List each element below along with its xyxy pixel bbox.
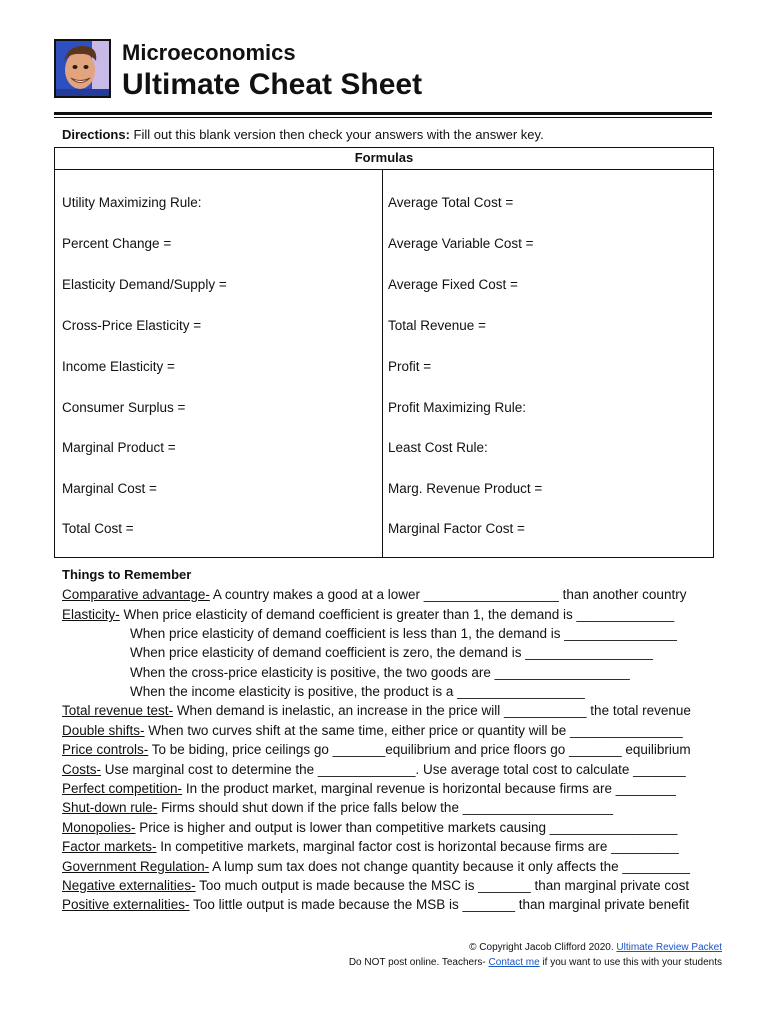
directions-label: Directions: — [62, 127, 130, 142]
formula-left: Elasticity Demand/Supply = — [62, 277, 227, 292]
formula-right: Average Variable Cost = — [388, 236, 534, 251]
formula-left: Total Cost = — [62, 521, 134, 536]
remember-label: Costs- — [62, 762, 102, 777]
copyright-text: © Copyright Jacob Clifford 2020. — [469, 942, 617, 953]
remember-text: When the cross-price elasticity is positive, the two goods are __________________ — [130, 665, 630, 680]
remember-line — [130, 626, 677, 641]
header-subtitle: Microeconomics — [122, 40, 296, 65]
remember-label: Elasticity- — [62, 607, 120, 622]
formula-left: Percent Change = — [62, 236, 172, 251]
remember-text: A country makes a good at a lower __________________ than another country — [209, 587, 687, 602]
remember-label: Comparative advantage- — [62, 587, 210, 602]
remember-text: Too much output is made because the MSC is _______ than marginal private cost — [195, 878, 690, 893]
formula-right: Marginal Factor Cost = — [388, 521, 525, 536]
formula-right: Total Revenue = — [388, 318, 486, 333]
remember-label: Negative externalities- — [62, 878, 196, 893]
author-photo-illustration — [56, 41, 109, 96]
remember-label: Total revenue test- — [62, 703, 174, 718]
remember-line — [62, 703, 691, 718]
formulas-table — [54, 147, 714, 558]
header-rule-thin — [54, 117, 712, 118]
formula-right: Profit Maximizing Rule: — [388, 400, 527, 415]
footer-copyright — [469, 942, 722, 953]
remember-line — [62, 897, 689, 912]
packet-link[interactable]: Ultimate Review Packet — [616, 942, 722, 953]
remember-label: Perfect competition- — [62, 781, 183, 796]
remember-line — [62, 859, 690, 874]
remember-line — [62, 839, 679, 854]
remember-text: Use marginal cost to determine the _____________. Use average total cost to calculate _______ — [101, 762, 686, 777]
footer-notice — [349, 957, 722, 968]
formula-left: Cross-Price Elasticity = — [62, 318, 202, 333]
remember-text: Price is higher and output is lower than competitive markets causing _________________ — [135, 820, 678, 835]
remember-line — [62, 878, 689, 893]
remember-label: Monopolies- — [62, 820, 136, 835]
remember-text: In the product market, marginal revenue is horizontal because firms are ________ — [182, 781, 676, 796]
remember-line — [62, 723, 683, 738]
remember-text: When demand is inelastic, an increase in the price will ___________ the total revenue — [173, 703, 691, 718]
remember-line — [130, 645, 653, 660]
remember-label: Shut-down rule- — [62, 800, 158, 815]
remember-line — [130, 684, 585, 699]
formulas-heading: Formulas — [55, 148, 713, 170]
remember-label: Positive externalities- — [62, 897, 190, 912]
remember-label: Factor markets- — [62, 839, 157, 854]
notice-text-end: if you want to use this with your students — [539, 957, 722, 968]
remember-line — [62, 607, 674, 622]
remember-line — [62, 800, 613, 815]
formula-right: Profit = — [388, 359, 432, 374]
formula-right: Average Fixed Cost = — [388, 277, 518, 292]
formulas-column-divider — [382, 169, 383, 557]
remember-text: In competitive markets, marginal factor cost is horizontal because firms are _________ — [156, 839, 679, 854]
remember-line — [62, 762, 686, 777]
formula-right: Average Total Cost = — [388, 195, 514, 210]
remember-text: When the income elasticity is positive, the product is a _________________ — [130, 684, 585, 699]
directions-text: Fill out this blank version then check your answers with the answer key. — [129, 127, 544, 142]
formula-left: Marginal Product = — [62, 440, 176, 455]
header-rule-thick — [54, 112, 712, 115]
contact-link[interactable]: Contact me — [488, 957, 540, 968]
remember-text: When price elasticity of demand coefficient is greater than 1, the demand is _____________ — [119, 607, 675, 622]
remember-text: A lump sum tax does not change quantity because it only affects the _________ — [209, 859, 690, 874]
page-title: Ultimate Cheat Sheet — [122, 68, 423, 101]
formula-left: Consumer Surplus = — [62, 400, 186, 415]
notice-text: Do NOT post online. Teachers- — [348, 957, 489, 968]
formula-left: Income Elasticity = — [62, 359, 175, 374]
remember-label: Double shifts- — [62, 723, 145, 738]
remember-text: When two curves shift at the same time, either price or quantity will be _______________ — [144, 723, 683, 738]
remember-text: Too little output is made because the MSB is _______ than marginal private benefit — [189, 897, 690, 912]
remember-line — [62, 781, 676, 796]
formula-right: Marg. Revenue Product = — [388, 481, 543, 496]
remember-text: When price elasticity of demand coefficient is zero, the demand is _________________ — [130, 645, 653, 660]
formula-right: Least Cost Rule: — [388, 440, 488, 455]
remember-text: Firms should shut down if the price falls below the ____________________ — [157, 800, 613, 815]
author-photo — [54, 39, 111, 98]
remember-line — [62, 820, 677, 835]
remember-line — [62, 742, 691, 757]
formula-left: Marginal Cost = — [62, 481, 157, 496]
directions — [62, 127, 544, 142]
remember-line — [130, 665, 630, 680]
remember-text: When price elasticity of demand coefficient is less than 1, the demand is _______________ — [130, 626, 677, 641]
things-heading: Things to Remember — [62, 567, 192, 582]
remember-text: To be biding, price ceilings go _______equilibrium and price floors go _______ equilibrium — [148, 742, 691, 757]
formula-left: Utility Maximizing Rule: — [62, 195, 202, 210]
remember-line — [62, 587, 686, 602]
remember-label: Price controls- — [62, 742, 149, 757]
remember-label: Government Regulation- — [62, 859, 210, 874]
